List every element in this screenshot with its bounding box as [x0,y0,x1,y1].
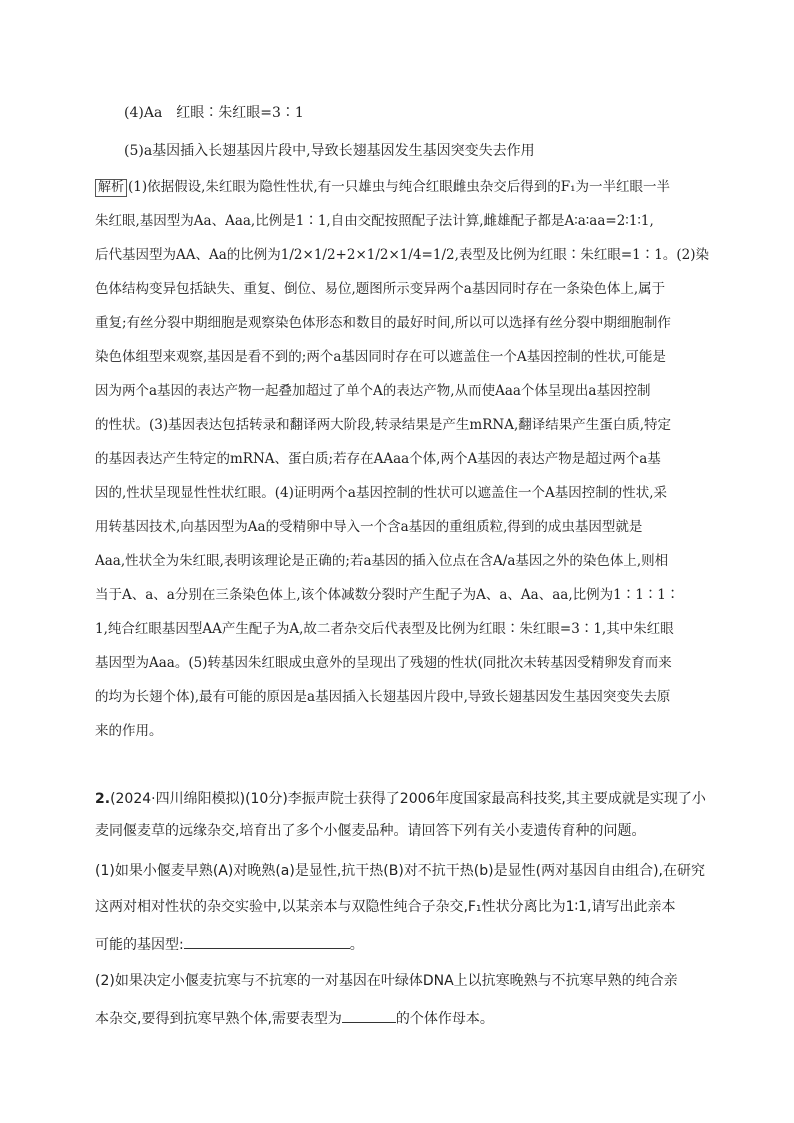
question-2-part-1-line-2: 这两对相对性状的杂交实验中,以某亲本与双隐性纯合子杂交,F₁性状分离比为1∶1,请写出此亲本 [95,899,676,915]
analysis-line-2: 朱红眼,基因型为Aa、Aaa,比例是1∶1,自由交配按照配子法计算,雌雄配子都是A∶a∶aa=2∶1∶1, [95,213,654,229]
analysis-line-16: 的均为长翅个体),最有可能的原因是a基因插入长翅基因片段中,导致长翅基因发生基因突变失去原 [95,689,671,705]
analysis-line-7: 因为两个a基因的表达产物一起叠加超过了单个A的表达产物,从而使Aaa个体呈现出a基因控制 [95,383,651,399]
analysis-line-6: 染色体组型来观察,基因是看不到的;两个a基因同时存在可以遮盖住一个A基因控制的性状,可能是 [95,349,666,365]
question-2-intro-1: 2.(2024·四川绵阳模拟)(10分)李振声院士获得了2006年度国家最高科技奖,其主要成就是实现了小 [95,791,706,807]
analysis-line-13: 当于A、a、a分别在三条染色体上,该个体减数分裂时产生配子为A、a、Aa、aa,比例为1∶1∶1∶ [95,587,680,603]
answer-5: (5)a基因插入长翅基因片段中,导致长翅基因发生基因突变失去作用 [124,143,535,159]
analysis-line-17: 来的作用。 [95,723,163,739]
question-2-intro-2: 麦同偃麦草的远缘杂交,培育出了多个小偃麦品种。请回答下列有关小麦遗传育种的问题。 [95,823,646,839]
analysis-line-9: 的基因表达产生特定的mRNA、蛋白质;若存在AAaa个体,两个A基因的表达产物是超过两个a基 [95,451,661,467]
analysis-tag: 解析 [95,179,127,197]
question-number: 2. [95,791,111,807]
question-2-part-1-line-1: (1)如果小偃麦早熟(A)对晚熟(a)是显性,抗干热(B)对不抗干热(b)是显性(两对基因自由组合),在研究 [95,863,705,879]
answer-blank-2[interactable] [342,1008,396,1023]
analysis-line-15: 基因型为Aaa。(5)转基因朱红眼成虫意外的呈现出了残翅的性状(同批次未转基因受精卵发育而来 [95,655,672,671]
analysis-line-10: 因的,性状呈现显性性状红眼。(4)证明两个a基因控制的性状可以遮盖住一个A基因控制的性状,采 [95,485,668,501]
analysis-line-14: 1,纯合红眼基因型AA产生配子为A,故二者杂交后代表型及比例为红眼∶朱红眼=3∶1,其中朱红眼 [95,621,674,637]
analysis-line-1: 解析 (1)依据假设,朱红眼为隐性性状,有一只雄虫与纯合红眼雌虫杂交后得到的F₁为一半红眼一半 [95,178,670,197]
analysis-line-5: 重复;有丝分裂中期细胞是观察染色体形态和数目的最好时间,所以可以选择有丝分裂中期细胞制作 [95,315,671,331]
analysis-line-12: Aaa,性状全为朱红眼,表明该理论是正确的;若a基因的插入位点在含A/a基因之外的染色体上,则相 [95,553,669,569]
answer-blank-1[interactable] [184,934,350,949]
analysis-line-4: 色体结构变异包括缺失、重复、倒位、易位,题图所示变异两个a基因同时存在一条染色体上,属于 [95,281,666,297]
question-2-part-2-line-2: 本杂交,要得到抗寒早熟个体,需要表型为 的个体作母本。 [95,1008,494,1028]
question-2-part-1-line-3: 可能的基因型: 。 [95,934,364,954]
answer-4: (4)Aa 红眼∶朱红眼=3∶1 [124,105,304,121]
analysis-line-11: 用转基因技术,向基因型为Aa的受精卵中导入一个含a基因的重组质粒,得到的成虫基因型就是 [95,519,643,535]
question-2-part-2-line-1: (2)如果决定小偃麦抗寒与不抗寒的一对基因在叶绿体DNA上以抗寒晚熟与不抗寒早熟的纯合亲 [95,973,678,989]
analysis-line-8: 的性状。(3)基因表达包括转录和翻译两大阶段,转录结果是产生mRNA,翻译结果产生蛋白质,特定 [95,417,672,433]
analysis-line-3: 后代基因型为AA、Aa的比例为1/2×1/2+2×1/2×1/4=1/2,表型及比例为红眼∶朱红眼=1∶1。(2)染 [95,247,709,263]
